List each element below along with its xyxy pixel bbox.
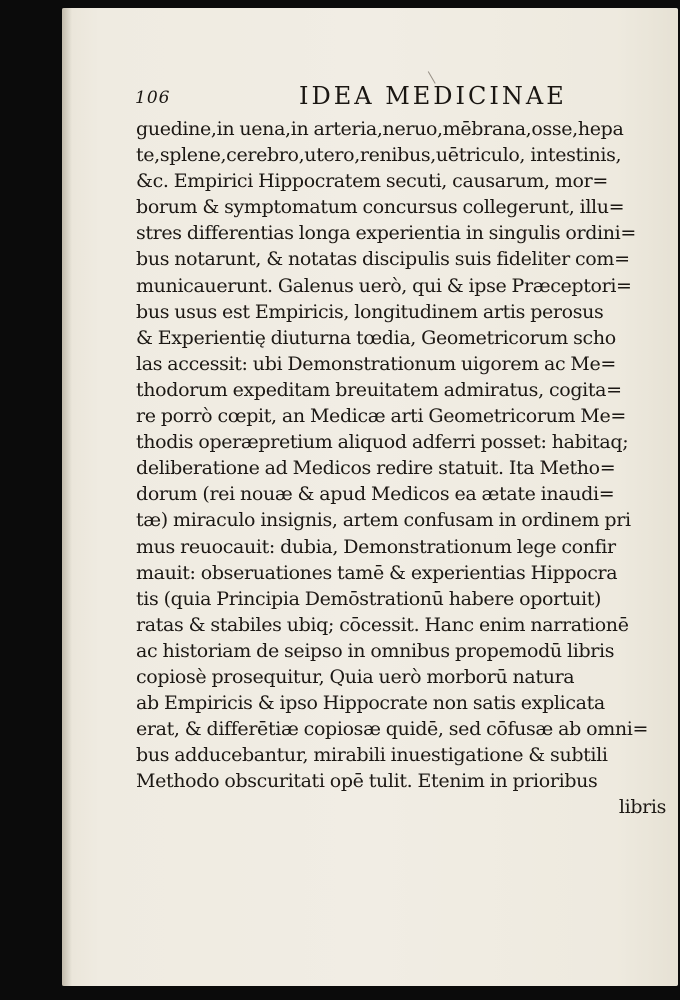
text-line: re porrò cœpit, an Medicæ arti Geometricorum Me= (136, 405, 626, 428)
gutter-shadow (62, 8, 72, 986)
catchword: libris (618, 796, 666, 819)
text-line: &c. Empirici Hippocratem secuti, causarum, mor= (136, 170, 608, 193)
text-line: bus notarunt, & notatas discipulis suis fideliter com= (136, 248, 630, 271)
text-line: mus reuocauit: dubia, Demonstrationum lege confir (136, 535, 616, 558)
page-header (135, 82, 567, 112)
text-line: deliberatione ad Medicos redire statuit. Ita Metho= (136, 457, 616, 480)
text-line: stres differentias longa experientia in singulis ordini= (136, 222, 636, 245)
text-line: dorum (rei nouæ & apud Medicos ea ætate inaudi= (136, 483, 615, 506)
text-line: guedine,in uena,in arteria,neruo,mēbrana,osse,hepa (136, 118, 624, 140)
running-title: IDEA MEDICINAE (299, 82, 567, 110)
text-line: ab Empiricis & ipso Hippocrate non satis explicata (136, 692, 605, 715)
text-line: & Experientię diuturna tœdia, Geometricorum scho (136, 326, 616, 349)
text-line: ratas & stabiles ubiq; cōcessit. Hanc enim narrationē (136, 613, 629, 636)
text-line: las accessit: ubi Demonstrationum uigorem ac Me= (136, 352, 616, 375)
text-line: mauit: obseruationes tamē & experientias Hippocra (136, 561, 618, 584)
text-line: thodis operæpretium aliquod adferri posset: habitaq; (136, 431, 629, 454)
body-text (136, 116, 670, 821)
text-line: te,splene,cerebro,utero,renibus,uētriculo, intestinis, (136, 144, 622, 167)
text-line: tæ) miraculo insignis, artem confusam in ordinem pri (136, 509, 631, 532)
text-line: copiosè prosequitur, Quia uerò morborū natura (136, 665, 575, 688)
text-line: Methodo obscuritati opē tulit. Etenim in prioribus (136, 770, 598, 793)
text-line: ac historiam de seipso in omnibus propemodū libris (136, 639, 615, 662)
text-line: borum & symptomatum concursus collegerunt, illu= (136, 196, 625, 219)
text-line: thodorum expeditam breuitatem admiratus, cogita= (136, 378, 622, 401)
page-number: 106 (135, 88, 171, 108)
text-line: erat, & differētiæ copiosæ quidē, sed cōfusæ ab omni= (136, 718, 649, 741)
text-line: municauerunt. Galenus uerò, qui & ipse Præceptori= (136, 274, 632, 297)
text-line: tis (quia Principia Demōstrationū habere oportuit) (136, 587, 602, 610)
text-line: bus adducebantur, mirabili inuestigatione & subtili (136, 744, 608, 767)
text-line: bus usus est Empiricis, longitudinem artis perosus (136, 300, 604, 323)
